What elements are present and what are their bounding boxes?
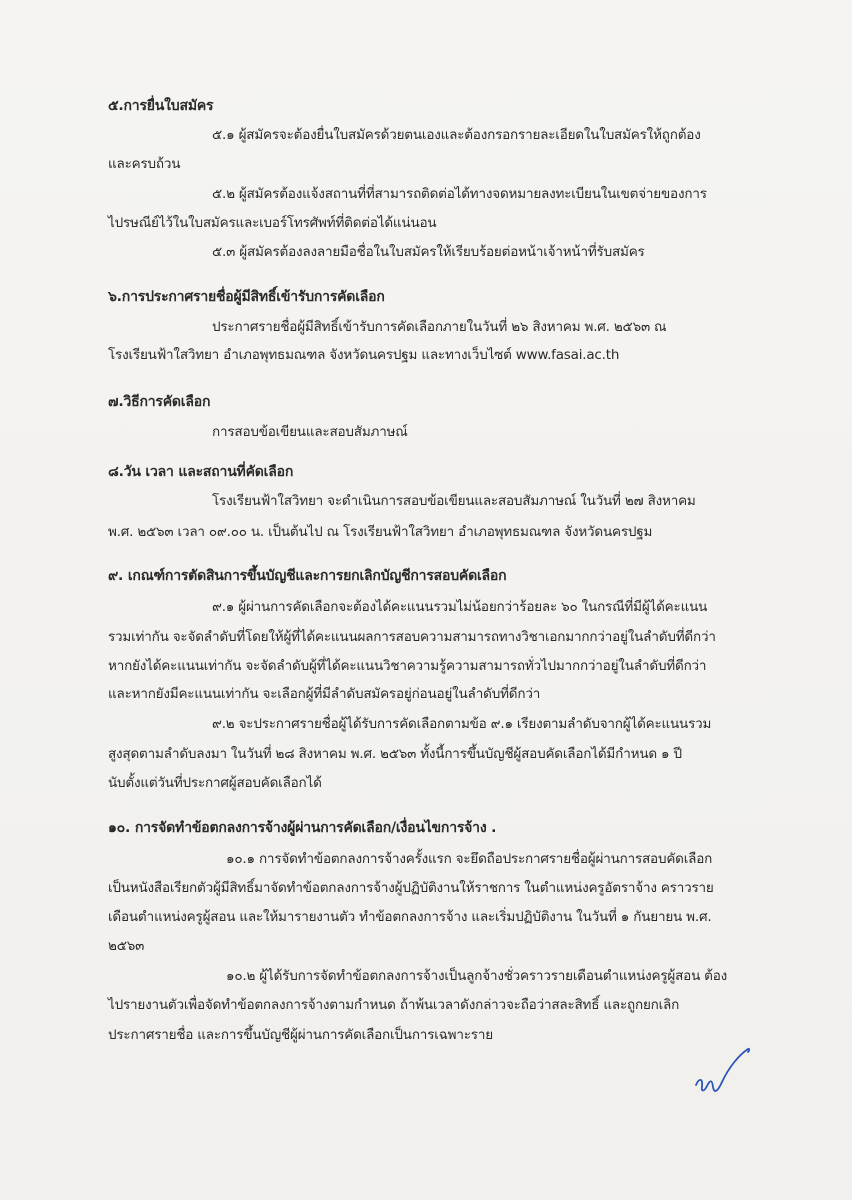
- section-9-1-line-4: และหากยังมีคะแนนเท่ากัน จะเลือกผู้ที่มีลำดับสมัครอยู่ก่อนอยู่ในลำดับที่ดีกว่า: [108, 686, 541, 702]
- handwritten-signature: [692, 1045, 762, 1105]
- section-9-2-line-1: ๙.๒ จะประกาศรายชื่อผู้ได้รับการคัดเลือกตามข้อ ๙.๑ เรียงตามลำดับจากผู้ได้คะแนนรวม: [212, 716, 712, 732]
- section-10-1-line-3: เดือนตำแหน่งครูผู้สอน และให้มารายงานตัว ทำข้อตกลงการจ้าง และเริ่มปฏิบัติงาน ในวันที่ ๑ กันยายน พ.ศ.: [108, 909, 712, 925]
- section-5-heading: ๕.การยื่นใบสมัคร: [108, 98, 214, 114]
- section-8-line-2: พ.ศ. ๒๕๖๓ เวลา ๐๙.๐๐ น. เป็นต้นไป ณ โรงเรียนฟ้าใสวิทยา อำเภอพุทธมณฑล จังหวัดนครปฐม: [108, 524, 653, 540]
- section-9-1-line-3: หากยังได้คะแนนเท่ากัน จะจัดลำดับผู้ที่ได้คะแนนวิชาความรู้ความสามารถทั่วไปมากกว่าอยู่ในลำดับที่ดีกว่า: [108, 658, 707, 674]
- section-6-heading: ๖.การประกาศรายชื่อผู้มีสิทธิ์เข้ารับการคัดเลือก: [108, 289, 385, 305]
- section-7-line-1: การสอบข้อเขียนและสอบสัมภาษณ์: [212, 424, 408, 440]
- section-9-1-line-1: ๙.๑ ผู้ผ่านการคัดเลือกจะต้องได้คะแนนรวมไม่น้อยกว่าร้อยละ ๖๐ ในกรณีที่มีผู้ได้คะแนน: [212, 599, 708, 615]
- section-10-1-line-4: ๒๕๖๓: [108, 938, 145, 954]
- section-9-2-line-2: สูงสุดตามลำดับลงมา ในวันที่ ๒๘ สิงหาคม พ.ศ. ๒๕๖๓ ทั้งนี้การขึ้นบัญชีผู้สอบคัดเลือกได้มีกำหนด ๑ ปี: [108, 746, 682, 762]
- section-10-heading: ๑๐. การจัดทำข้อตกลงการจ้างผู้ผ่านการคัดเลือก/เงื่อนไขการจ้าง .: [108, 820, 497, 836]
- section-8-heading: ๘.วัน เวลา และสถานที่คัดเลือก: [108, 464, 294, 480]
- section-10-2-line-1: ๑๐.๒ ผู้ได้รับการจัดทำข้อตกลงการจ้างเป็นลูกจ้างชั่วคราวรายเดือนตำแหน่งครูผู้สอน ต้อง: [226, 968, 728, 984]
- section-9-1-line-2: รวมเท่ากัน จะจัดลำดับที่โดยให้ผู้ที่ได้คะแนนผลการสอบความสามารถทางวิชาเอกมากกว่าอยู่ในลำดับที่ดีกว่า: [108, 629, 716, 645]
- section-5-2-line-2: ไปรษณีย์ไว้ในใบสมัครและเบอร์โทรศัพท์ที่ติดต่อได้แน่นอน: [108, 215, 437, 231]
- section-6-line-2: โรงเรียนฟ้าใสวิทยา อำเภอพุทธมณฑล จังหวัดนครปฐม และทางเว็บไซต์ www.fasai.ac.th: [108, 347, 620, 363]
- section-8-line-1: โรงเรียนฟ้าใสวิทยา จะดำเนินการสอบข้อเขียนและสอบสัมภาษณ์ ในวันที่ ๒๗ สิงหาคม: [212, 493, 696, 509]
- section-7-heading: ๗.วิธีการคัดเลือก: [108, 394, 211, 410]
- section-9-heading: ๙. เกณฑ์การตัดสินการขึ้นบัญชีและการยกเลิกบัญชีการสอบคัดเลือก: [108, 568, 507, 584]
- section-5-1-line-1: ๕.๑ ผู้สมัครจะต้องยื่นใบสมัครด้วยตนเองและต้องกรอกรายละเอียดในใบสมัครให้ถูกต้อง: [212, 127, 701, 143]
- section-9-2-line-3: นับตั้งแต่วันที่ประกาศผู้สอบคัดเลือกได้: [108, 775, 322, 791]
- section-5-2-line-1: ๕.๒ ผู้สมัครต้องแจ้งสถานที่ที่สามารถติดต่อได้ทางจดหมายลงทะเบียนในเขตจ่ายของการ: [212, 186, 707, 202]
- section-10-1-line-1: ๑๐.๑ การจัดทำข้อตกลงการจ้างครั้งแรก จะยึดถือประกาศรายชื่อผู้ผ่านการสอบคัดเลือก: [226, 851, 713, 867]
- section-10-2-line-2: ไปรายงานตัวเพื่อจัดทำข้อตกลงการจ้างตามกำหนด ถ้าพ้นเวลาดังกล่าวจะถือว่าสละสิทธิ์ และถูกยกเลิก: [108, 997, 680, 1013]
- section-10-1-line-2: เป็นหนังสือเรียกตัวผู้มีสิทธิ์มาจัดทำข้อตกลงการจ้างผู้ปฏิบัติงานให้ราชการ ในตำแหน่งครูอัตราจ้าง คราวราย: [108, 880, 714, 896]
- section-10-2-line-3: ประกาศรายชื่อ และการขึ้นบัญชีผู้ผ่านการคัดเลือกเป็นการเฉพาะราย: [108, 1027, 493, 1043]
- section-6-line-1: ประกาศรายชื่อผู้มีสิทธิ์เข้ารับการคัดเลือกภายในวันที่ ๒๖ สิงหาคม พ.ศ. ๒๕๖๓ ณ: [212, 319, 667, 335]
- section-5-1-line-2: และครบถ้วน: [108, 156, 181, 172]
- section-5-3-line-1: ๕.๓ ผู้สมัครต้องลงลายมือชื่อในใบสมัครให้เรียบร้อยต่อหน้าเจ้าหน้าที่รับสมัคร: [212, 244, 645, 260]
